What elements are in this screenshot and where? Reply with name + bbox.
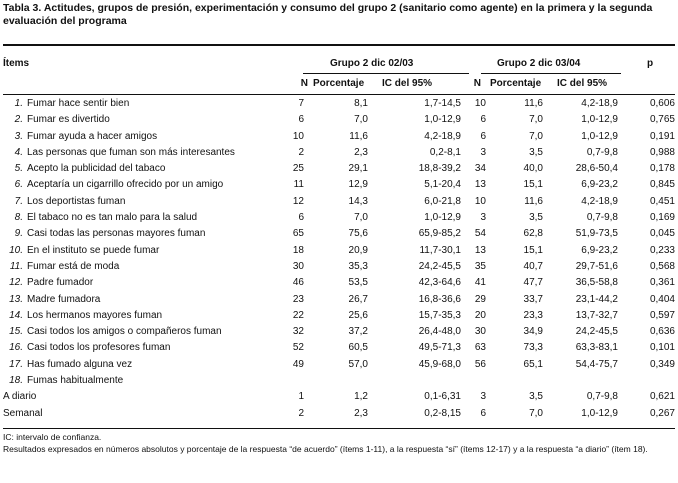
p-cell: 0,101 xyxy=(649,342,675,354)
n1-cell: 22 xyxy=(292,309,304,321)
item-number: 16. xyxy=(9,342,23,354)
n1-cell: 49 xyxy=(292,358,304,370)
ic2-cell: 4,2-18,9 xyxy=(581,98,618,109)
item-cell xyxy=(3,389,281,405)
item-number: 17. xyxy=(9,358,23,370)
ic2-cell: 36,5-58,8 xyxy=(575,277,618,289)
p1-cell: 8,1 xyxy=(354,98,368,109)
table-row xyxy=(3,145,675,161)
item-label: Madre fumadora xyxy=(27,293,101,305)
ic2-cell: 4,2-18,9 xyxy=(581,195,618,207)
n1-cell: 6 xyxy=(298,114,304,126)
header-group1: Grupo 2 dic 02/03 xyxy=(330,58,414,69)
p2-cell: 7,0 xyxy=(529,407,543,419)
p2-cell: 40,7 xyxy=(523,260,543,272)
item-label: Aceptaría un cigarrillo ofrecido por un amigo xyxy=(27,179,224,191)
item-cell xyxy=(3,243,281,259)
ic2-cell: 1,0-12,9 xyxy=(581,407,618,419)
ic1-cell: 24,2-45,5 xyxy=(418,260,461,272)
ic2-cell: 6,9-23,2 xyxy=(581,179,618,191)
n1-cell: 52 xyxy=(292,342,304,354)
n2-cell: 56 xyxy=(474,358,486,370)
p2-cell: 47,7 xyxy=(523,277,543,289)
ic1-cell: 1,0-12,9 xyxy=(424,212,461,224)
p2-cell: 11,6 xyxy=(524,195,543,207)
item-cell xyxy=(3,373,281,389)
p2-cell: 7,0 xyxy=(529,114,543,126)
p1-cell: 14,3 xyxy=(348,195,368,207)
p2-cell: 3,5 xyxy=(529,212,543,224)
ic1-cell: 4,2-18,9 xyxy=(424,130,461,142)
footnote-results: Resultados expresados en números absolutos y porcentaje de la respuesta “de acuerdo” (ítems 1-11), a la respuesta “sí” (ítems 12-17) y a la respuesta “a diario” (ítem 18). xyxy=(3,444,648,454)
p-cell: 0,178 xyxy=(649,163,675,175)
item-label: Fumas habitualmente xyxy=(27,375,124,387)
n1-cell xyxy=(281,373,304,389)
p2-cell xyxy=(486,373,543,389)
ic2-cell: 6,9-23,2 xyxy=(581,244,618,256)
n2-cell: 20 xyxy=(474,309,486,321)
item-number: 2. xyxy=(14,114,23,126)
p-cell: 0,568 xyxy=(649,260,675,272)
item-label: Fumar ayuda a hacer amigos xyxy=(27,130,158,142)
header-percent2: Porcentaje xyxy=(490,78,542,89)
p2-cell: 65,1 xyxy=(523,358,543,370)
item-cell xyxy=(3,226,281,242)
item-label: Fumar es divertido xyxy=(27,114,110,126)
item-label: Fumar hace sentir bien xyxy=(27,98,130,109)
ic2-cell: 28,6-50,4 xyxy=(575,163,618,175)
item-number: 11. xyxy=(9,260,23,272)
p1-cell xyxy=(304,373,368,389)
item-cell xyxy=(3,161,281,177)
ic1-cell: 1,0-12,9 xyxy=(424,114,461,126)
p1-cell: 57,0 xyxy=(348,358,368,370)
n2-cell: 35 xyxy=(474,260,486,272)
table-row xyxy=(3,275,675,291)
table-row xyxy=(3,292,675,308)
ic2-cell xyxy=(543,373,618,389)
item-number: 7. xyxy=(14,195,23,207)
item-cell xyxy=(3,340,281,356)
n1-cell: 23 xyxy=(292,293,304,305)
table-row xyxy=(3,96,675,112)
item-label: Acepto la publicidad del tabaco xyxy=(27,163,166,175)
p1-cell: 7,0 xyxy=(354,212,368,224)
p1-cell: 11,6 xyxy=(349,130,368,142)
p-cell: 0,233 xyxy=(649,244,675,256)
item-cell xyxy=(3,96,281,112)
p1-cell: 53,5 xyxy=(348,277,368,289)
table-title: Tabla 3. Actitudes, grupos de presión, experimentación y consumo del grupo 2 (sanitario como agente) en la primera y la segunda evaluación del programa xyxy=(3,2,653,27)
item-number: 4. xyxy=(14,146,23,158)
table-row xyxy=(3,161,675,177)
p-cell: 0,267 xyxy=(649,407,675,419)
p1-cell: 2,3 xyxy=(354,407,368,419)
n1-cell: 2 xyxy=(298,146,304,158)
item-cell xyxy=(3,357,281,373)
n1-cell: 10 xyxy=(292,130,304,142)
top-rule xyxy=(3,44,675,46)
n2-cell: 41 xyxy=(474,277,486,289)
ic1-cell: 0,1-6,31 xyxy=(424,391,461,403)
ic1-cell: 45,9-68,0 xyxy=(418,358,461,370)
n2-cell: 10 xyxy=(474,98,486,109)
n2-cell: 3 xyxy=(480,212,486,224)
header-ic1: IC del 95% xyxy=(382,78,433,89)
n1-cell: 7 xyxy=(298,98,304,109)
ic2-cell: 0,7-9,8 xyxy=(586,212,618,224)
n2-cell: 3 xyxy=(480,146,486,158)
p-cell: 0,597 xyxy=(649,309,675,321)
table-row xyxy=(3,308,675,324)
n2-cell: 10 xyxy=(474,195,486,207)
ic2-cell: 1,0-12,9 xyxy=(581,130,618,142)
item-label: En el instituto se puede fumar xyxy=(27,244,160,256)
n2-cell: 6 xyxy=(480,407,486,419)
item-number: 15. xyxy=(9,326,23,338)
item-label: El tabaco no es tan malo para la salud xyxy=(27,212,198,224)
ic1-cell: 15,7-35,3 xyxy=(418,309,461,321)
p-cell: 0,845 xyxy=(649,179,675,191)
p2-cell: 40,0 xyxy=(523,163,543,175)
item-label: Las personas que fuman son más interesantes xyxy=(27,146,235,158)
item-label: Los hermanos mayores fuman xyxy=(27,309,163,321)
ic1-cell: 18,8-39,2 xyxy=(418,163,461,175)
table-row xyxy=(3,357,675,373)
item-cell xyxy=(3,177,281,193)
p1-cell: 60,5 xyxy=(348,342,368,354)
ic1-cell: 26,4-48,0 xyxy=(418,326,461,338)
ic1-cell: 16,8-36,6 xyxy=(418,293,461,305)
item-number: 6. xyxy=(14,179,23,191)
p2-cell: 34,9 xyxy=(523,326,543,338)
p-cell: 0,349 xyxy=(649,358,675,370)
footnote-ic: IC: intervalo de confianza. xyxy=(3,432,102,442)
item-cell xyxy=(3,406,281,422)
table-row xyxy=(3,324,675,340)
p-cell: 0,606 xyxy=(649,98,675,109)
n1-cell: 12 xyxy=(292,195,304,207)
item-cell xyxy=(3,259,281,275)
ic2-cell: 1,0-12,9 xyxy=(581,114,618,126)
p2-cell: 15,1 xyxy=(523,244,543,256)
item-cell xyxy=(3,112,281,128)
table-row xyxy=(3,194,675,210)
item-label: Fumar está de moda xyxy=(27,260,120,272)
item-number: 5. xyxy=(14,163,23,175)
item-number: 1. xyxy=(14,98,23,109)
n2-cell: 30 xyxy=(474,326,486,338)
n1-cell: 30 xyxy=(292,260,304,272)
p1-cell: 37,2 xyxy=(348,326,368,338)
item-cell xyxy=(3,210,281,226)
item-cell xyxy=(3,129,281,145)
p-cell xyxy=(618,373,675,389)
p2-cell: 15,1 xyxy=(523,179,543,191)
ic1-cell: 1,7-14,5 xyxy=(424,98,461,109)
item-number: 9. xyxy=(14,228,23,240)
p1-cell: 2,3 xyxy=(354,146,368,158)
table-row xyxy=(3,210,675,226)
n2-cell xyxy=(461,373,486,389)
table-row xyxy=(3,406,675,422)
ic2-cell: 29,7-51,6 xyxy=(575,260,618,272)
ic1-cell: 5,1-20,4 xyxy=(424,179,461,191)
ic1-cell: 0,2-8,15 xyxy=(424,407,461,419)
p1-cell: 75,6 xyxy=(348,228,368,240)
p1-cell: 25,6 xyxy=(348,309,368,321)
n2-cell: 34 xyxy=(474,163,486,175)
n1-cell: 32 xyxy=(292,326,304,338)
p2-cell: 7,0 xyxy=(529,130,543,142)
ic2-cell: 0,7-9,8 xyxy=(586,391,618,403)
item-label: Padre fumador xyxy=(27,277,94,289)
ic1-cell: 42,3-64,6 xyxy=(418,277,461,289)
n2-cell: 3 xyxy=(480,391,486,403)
p1-cell: 26,7 xyxy=(348,293,368,305)
n2-cell: 6 xyxy=(480,130,486,142)
table-row xyxy=(3,177,675,193)
p2-cell: 11,6 xyxy=(524,98,543,109)
item-number: 3. xyxy=(14,130,23,142)
p-cell: 0,451 xyxy=(649,195,675,207)
table-row xyxy=(3,129,675,145)
p1-cell: 29,1 xyxy=(348,163,368,175)
p2-cell: 3,5 xyxy=(529,391,543,403)
item-cell xyxy=(3,194,281,210)
n2-cell: 63 xyxy=(474,342,486,354)
p-cell: 0,621 xyxy=(649,391,675,403)
item-number: 8. xyxy=(14,212,23,224)
table-row xyxy=(3,243,675,259)
n2-cell: 29 xyxy=(474,293,486,305)
ic1-cell: 0,2-8,1 xyxy=(429,146,461,158)
ic1-cell xyxy=(368,373,461,389)
p1-cell: 20,9 xyxy=(348,244,368,256)
item-cell xyxy=(3,292,281,308)
n2-cell: 6 xyxy=(480,114,486,126)
group1-rule xyxy=(303,73,469,74)
table-row xyxy=(3,259,675,275)
ic2-cell: 0,7-9,8 xyxy=(586,146,618,158)
item-label: Casi todos los amigos o compañeros fuman xyxy=(27,326,222,338)
n1-cell: 6 xyxy=(298,212,304,224)
item-number: 10. xyxy=(9,244,23,256)
item-label: Casi todas las personas mayores fuman xyxy=(27,228,206,240)
n1-cell: 65 xyxy=(292,228,304,240)
p1-cell: 35,3 xyxy=(348,260,368,272)
header-n2: N xyxy=(473,78,481,89)
ic2-cell: 63,3-83,1 xyxy=(575,342,618,354)
n1-cell: 2 xyxy=(298,407,304,419)
ic2-cell: 51,9-73,5 xyxy=(575,228,618,240)
item-number: 14. xyxy=(9,309,23,321)
p2-cell: 3,5 xyxy=(529,146,543,158)
table-row xyxy=(3,226,675,242)
table-row xyxy=(3,340,675,356)
group2-rule xyxy=(481,73,621,74)
item-label: Has fumado alguna vez xyxy=(27,358,133,370)
p1-cell: 7,0 xyxy=(354,114,368,126)
p-cell: 0,045 xyxy=(649,228,675,240)
ic1-cell: 49,5-71,3 xyxy=(418,342,461,354)
n1-cell: 18 xyxy=(292,244,304,256)
ic1-cell: 11,7-30,1 xyxy=(419,244,461,256)
ic2-cell: 13,7-32,7 xyxy=(575,309,618,321)
item-cell xyxy=(3,145,281,161)
p-cell: 0,765 xyxy=(649,114,675,126)
ic2-cell: 54,4-75,7 xyxy=(575,358,618,370)
item-label: Semanal xyxy=(3,407,43,419)
p2-cell: 73,3 xyxy=(523,342,543,354)
item-label: Casi todos los profesores fuman xyxy=(27,342,171,354)
p2-cell: 33,7 xyxy=(523,293,543,305)
header-rule xyxy=(3,94,675,95)
p1-cell: 1,2 xyxy=(354,391,368,403)
data-table xyxy=(3,96,675,422)
n1-cell: 1 xyxy=(298,391,304,403)
item-cell xyxy=(3,275,281,291)
table-row xyxy=(3,389,675,405)
n2-cell: 54 xyxy=(474,228,486,240)
p-cell: 0,404 xyxy=(649,293,675,305)
p2-cell: 23,3 xyxy=(523,309,543,321)
n1-cell: 46 xyxy=(292,277,304,289)
header-p: p xyxy=(647,58,654,69)
item-number: 13. xyxy=(9,293,23,305)
p-cell: 0,636 xyxy=(649,326,675,338)
p1-cell: 12,9 xyxy=(348,179,368,191)
header-ic2: IC del 95% xyxy=(557,78,608,89)
bottom-rule xyxy=(3,428,675,429)
ic1-cell: 65,9-85,2 xyxy=(418,228,461,240)
ic2-cell: 23,1-44,2 xyxy=(575,293,618,305)
header-n1: N xyxy=(300,78,308,89)
header-items: Ítems xyxy=(3,58,30,69)
p-cell: 0,361 xyxy=(649,277,675,289)
p-cell: 0,988 xyxy=(649,146,675,158)
p-cell: 0,169 xyxy=(649,212,675,224)
item-cell xyxy=(3,308,281,324)
header-percent1: Porcentaje xyxy=(313,78,365,89)
ic2-cell: 24,2-45,5 xyxy=(575,326,618,338)
n2-cell: 13 xyxy=(474,179,486,191)
table-row xyxy=(3,373,675,389)
n1-cell: 25 xyxy=(292,163,304,175)
n1-cell: 11 xyxy=(293,179,304,191)
item-number: 12. xyxy=(9,277,23,289)
table-row xyxy=(3,112,675,128)
ic1-cell: 6,0-21,8 xyxy=(424,195,461,207)
item-label: Los deportistas fuman xyxy=(27,195,126,207)
header-group2: Grupo 2 dic 03/04 xyxy=(497,58,581,69)
p-cell: 0,191 xyxy=(649,130,675,142)
item-label: A diario xyxy=(3,391,37,403)
p2-cell: 62,8 xyxy=(523,228,543,240)
item-cell xyxy=(3,324,281,340)
n2-cell: 13 xyxy=(474,244,486,256)
item-number: 18. xyxy=(9,375,23,387)
